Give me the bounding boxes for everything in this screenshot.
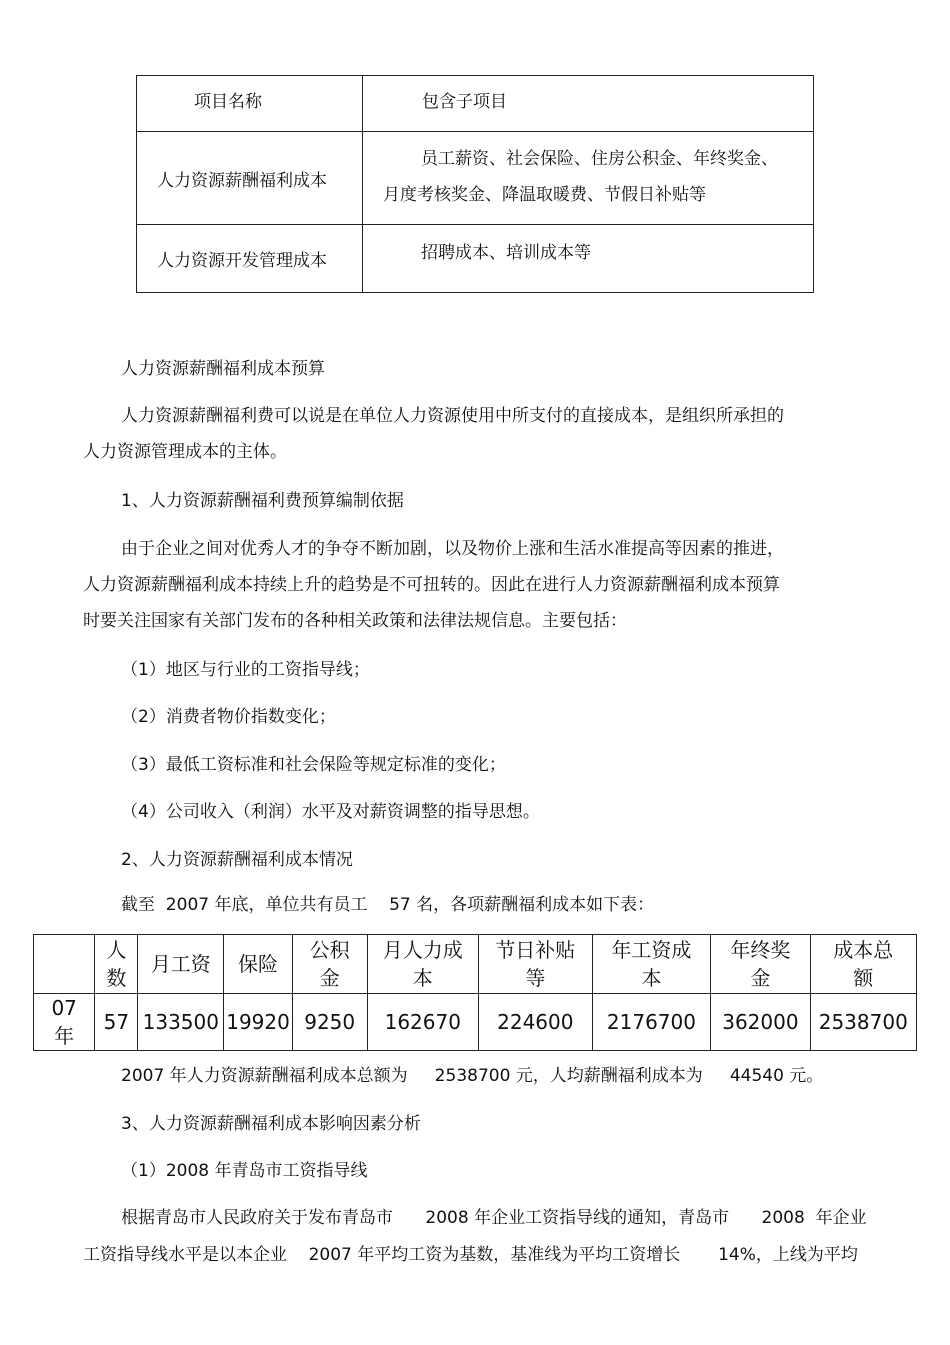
cost-table-header-cell: 成本总 额 <box>810 935 916 994</box>
cost-table-row <box>34 994 917 1051</box>
cost-table-cell: 57 <box>95 994 138 1051</box>
cost-table-cell: 162670 <box>367 994 479 1051</box>
cost-table-header-cell: 月人力成 本 <box>367 935 479 994</box>
cost-table-header-row <box>34 935 917 994</box>
cost-table <box>33 934 917 1051</box>
project-table <box>136 75 814 293</box>
cost-table-year-cell: 07 年 <box>34 994 95 1051</box>
para-2: 截至 2007 年底，单位共有员工 57 名，各项薪酬福利成本如下表： <box>121 895 655 915</box>
para1-line-1: 由于企业之间对优秀人才的争夺不断加剧，以及物价上涨和生活水准提高等因素的推进， <box>121 539 784 559</box>
cost-table-header-cell: 年工资成 本 <box>592 935 711 994</box>
section-title: 人力资源薪酬福利成本预算 <box>121 359 325 379</box>
list-item: （2）消费者物价指数变化； <box>121 707 336 727</box>
cost-table-header-cell: 人 数 <box>95 935 138 994</box>
heading-2: 2、人力资源薪酬福利成本情况 <box>121 850 353 870</box>
cost-table-cell: 224600 <box>479 994 593 1051</box>
cost-table-cell: 362000 <box>711 994 810 1051</box>
intro-line-1: 人力资源薪酬福利费可以说是在单位人力资源使用中所支付的直接成本，是组织所承担的 <box>121 406 784 426</box>
sub-heading: （1）2008 年青岛市工资指导线 <box>121 1161 368 1181</box>
summary-line: 2007 年人力资源薪酬福利成本总额为 2538700 元，人均薪酬福利成本为 44540 元。 <box>121 1066 824 1086</box>
cost-table-header-cell: 节日补贴 等 <box>479 935 593 994</box>
para3-line-1: 根据青岛市人民政府关于发布青岛市 2008 年企业工资指导线的通知，青岛市 2008 年企业 <box>121 1208 867 1228</box>
list-item: （3）最低工资标准和社会保险等规定标准的变化； <box>121 755 506 775</box>
heading-3: 3、人力资源薪酬福利成本影响因素分析 <box>121 1114 421 1134</box>
para3-line-2: 工资指导线水平是以本企业 2007 年平均工资为基数，基准线为平均工资增长 14%，上线为平均 <box>83 1245 858 1265</box>
cost-table-cell: 2176700 <box>592 994 711 1051</box>
list-item: （1）地区与行业的工资指导线； <box>121 660 370 680</box>
cost-table-cell: 19920 <box>224 994 293 1051</box>
project-table-header-items: 包含子项目 <box>363 76 814 132</box>
cost-table-header-cell: 公积 金 <box>292 935 367 994</box>
project-table-row <box>137 132 814 225</box>
project-table-row-name: 人力资源薪酬福利成本 <box>137 132 363 225</box>
heading-1: 1、人力资源薪酬福利费预算编制依据 <box>121 491 404 511</box>
cost-table-header-cell <box>34 935 95 994</box>
list-item: （4）公司收入（利润）水平及对薪资调整的指导思想。 <box>121 802 540 822</box>
project-table-row-items: 员工薪资、社会保险、住房公积金、年终奖金、 月度考核奖金、降温取暖费、节假日补贴等 <box>363 132 814 225</box>
intro-line-2: 人力资源管理成本的主体。 <box>83 442 287 462</box>
project-table-header-name: 项目名称 <box>137 76 363 132</box>
cost-table-header-cell: 保险 <box>224 935 293 994</box>
project-table-row-items: 招聘成本、培训成本等 <box>363 225 814 293</box>
para1-line-3: 时要关注国家有关部门发布的各种相关政策和法律法规信息。主要包括： <box>83 611 627 631</box>
project-table-header-row <box>137 76 814 132</box>
cost-table-header-cell: 年终奖 金 <box>711 935 810 994</box>
project-table-row-name: 人力资源开发管理成本 <box>137 225 363 293</box>
project-table-row <box>137 225 814 293</box>
cost-table-cell: 9250 <box>292 994 367 1051</box>
cost-table-header-cell: 月工资 <box>138 935 224 994</box>
para1-line-2: 人力资源薪酬福利成本持续上升的趋势是不可扭转的。因此在进行人力资源薪酬福利成本预算 <box>83 575 780 595</box>
cost-table-cell: 2538700 <box>810 994 916 1051</box>
cost-table-cell: 133500 <box>138 994 224 1051</box>
